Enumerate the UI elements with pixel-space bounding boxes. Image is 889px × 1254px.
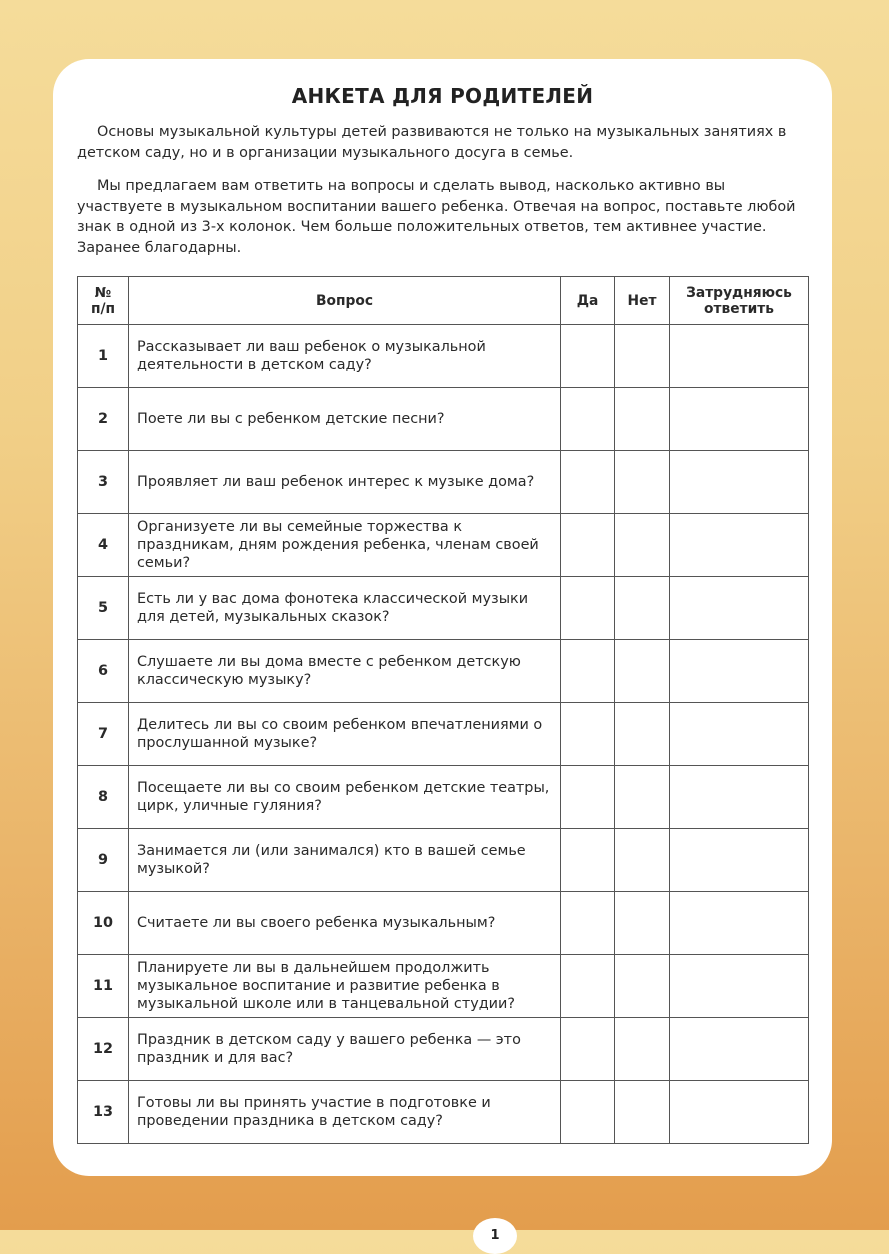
row-number: 7 bbox=[78, 703, 129, 766]
answer-unsure-cell[interactable] bbox=[670, 451, 809, 514]
answer-unsure-cell[interactable] bbox=[670, 577, 809, 640]
answer-unsure-cell[interactable] bbox=[670, 388, 809, 451]
answer-unsure-cell[interactable] bbox=[670, 892, 809, 955]
answer-yes-cell[interactable] bbox=[561, 766, 615, 829]
row-number: 3 bbox=[78, 451, 129, 514]
header-yes: Да bbox=[561, 277, 615, 325]
page-number: 1 bbox=[473, 1218, 517, 1254]
table-row bbox=[78, 325, 809, 388]
header-number bbox=[78, 277, 129, 325]
answer-yes-cell[interactable] bbox=[561, 1081, 615, 1144]
answer-unsure-cell[interactable] bbox=[670, 829, 809, 892]
intro-paragraph-1: Основы музыкальной культуры детей развиваются не только на музыкальных занятиях в детском саду, но и в организации музыкального досуга в семье. bbox=[77, 124, 787, 161]
row-question: Планируете ли вы в дальнейшем продолжить музыкальное воспитание и развитие ребенка в музыкальной школе или в танцевальной студии? bbox=[129, 955, 561, 1018]
answer-unsure-cell[interactable] bbox=[670, 514, 809, 577]
table-header-row bbox=[78, 277, 809, 325]
row-number: 5 bbox=[78, 577, 129, 640]
table-row bbox=[78, 1018, 809, 1081]
answer-yes-cell[interactable] bbox=[561, 577, 615, 640]
answer-no-cell[interactable] bbox=[615, 955, 670, 1018]
row-number: 6 bbox=[78, 640, 129, 703]
table-row bbox=[78, 1081, 809, 1144]
answer-no-cell[interactable] bbox=[615, 703, 670, 766]
table-row bbox=[78, 388, 809, 451]
answer-yes-cell[interactable] bbox=[561, 451, 615, 514]
header-unsure-line1: Затрудняюсь bbox=[686, 284, 792, 301]
answer-unsure-cell[interactable] bbox=[670, 325, 809, 388]
answer-no-cell[interactable] bbox=[615, 1081, 670, 1144]
table-row bbox=[78, 892, 809, 955]
row-number: 4 bbox=[78, 514, 129, 577]
table-row bbox=[78, 451, 809, 514]
answer-unsure-cell[interactable] bbox=[670, 955, 809, 1018]
answer-unsure-cell[interactable] bbox=[670, 1018, 809, 1081]
header-question: Вопрос bbox=[129, 277, 561, 325]
answer-no-cell[interactable] bbox=[615, 514, 670, 577]
answer-no-cell[interactable] bbox=[615, 388, 670, 451]
questionnaire-table bbox=[77, 276, 809, 1144]
row-question: Рассказывает ли ваш ребенок о музыкальной деятельности в детском саду? bbox=[129, 325, 561, 388]
row-question: Поете ли вы с ребенком детские песни? bbox=[129, 388, 561, 451]
answer-yes-cell[interactable] bbox=[561, 640, 615, 703]
answer-yes-cell[interactable] bbox=[561, 325, 615, 388]
answer-no-cell[interactable] bbox=[615, 325, 670, 388]
answer-no-cell[interactable] bbox=[615, 829, 670, 892]
answer-no-cell[interactable] bbox=[615, 1018, 670, 1081]
answer-yes-cell[interactable] bbox=[561, 388, 615, 451]
table-row bbox=[78, 640, 809, 703]
row-question: Есть ли у вас дома фонотека классической музыки для детей, музыкальных сказок? bbox=[129, 577, 561, 640]
questionnaire-card bbox=[53, 59, 832, 1243]
answer-unsure-cell[interactable] bbox=[670, 1081, 809, 1144]
row-number: 13 bbox=[78, 1081, 129, 1144]
answer-no-cell[interactable] bbox=[615, 451, 670, 514]
row-question: Готовы ли вы принять участие в подготовке и проведении праздника в детском саду? bbox=[129, 1081, 561, 1144]
row-number: 10 bbox=[78, 892, 129, 955]
header-no: Нет bbox=[615, 277, 670, 325]
row-question: Праздник в детском саду у вашего ребенка — это праздник и для вас? bbox=[129, 1018, 561, 1081]
answer-no-cell[interactable] bbox=[615, 577, 670, 640]
header-unsure-line2: ответить bbox=[704, 300, 774, 317]
table-row bbox=[78, 955, 809, 1018]
row-question: Занимается ли (или занимался) кто в вашей семье музыкой? bbox=[129, 829, 561, 892]
header-number-line1: № bbox=[94, 284, 112, 301]
answer-unsure-cell[interactable] bbox=[670, 640, 809, 703]
row-question: Организуете ли вы семейные торжества к праздникам, дням рождения ребенка, членам своей семьи? bbox=[129, 514, 561, 577]
row-number: 8 bbox=[78, 766, 129, 829]
answer-yes-cell[interactable] bbox=[561, 829, 615, 892]
row-question: Слушаете ли вы дома вместе с ребенком детскую классическую музыку? bbox=[129, 640, 561, 703]
answer-unsure-cell[interactable] bbox=[670, 766, 809, 829]
table-row bbox=[78, 829, 809, 892]
row-number: 2 bbox=[78, 388, 129, 451]
answer-no-cell[interactable] bbox=[615, 640, 670, 703]
answer-yes-cell[interactable] bbox=[561, 1018, 615, 1081]
table-row bbox=[78, 577, 809, 640]
answer-no-cell[interactable] bbox=[615, 766, 670, 829]
header-unsure bbox=[670, 277, 809, 325]
table-row bbox=[78, 514, 809, 577]
row-question: Посещаете ли вы со своим ребенком детские театры, цирк, уличные гуляния? bbox=[129, 766, 561, 829]
answer-yes-cell[interactable] bbox=[561, 892, 615, 955]
row-question: Проявляет ли ваш ребенок интерес к музыке дома? bbox=[129, 451, 561, 514]
row-question: Делитесь ли вы со своим ребенком впечатлениями о прослушанной музыке? bbox=[129, 703, 561, 766]
row-number: 11 bbox=[78, 955, 129, 1018]
page-title: АНКЕТА ДЛЯ РОДИТЕЛЕЙ bbox=[291, 84, 594, 108]
table-row bbox=[78, 703, 809, 766]
table-row bbox=[78, 766, 809, 829]
answer-yes-cell[interactable] bbox=[561, 514, 615, 577]
header-number-line2: п/п bbox=[90, 300, 116, 317]
answer-no-cell[interactable] bbox=[615, 892, 670, 955]
row-number: 12 bbox=[78, 1018, 129, 1081]
answer-yes-cell[interactable] bbox=[561, 703, 615, 766]
answer-unsure-cell[interactable] bbox=[670, 703, 809, 766]
row-question: Считаете ли вы своего ребенка музыкальным? bbox=[129, 892, 561, 955]
row-number: 1 bbox=[78, 325, 129, 388]
answer-yes-cell[interactable] bbox=[561, 955, 615, 1018]
row-number: 9 bbox=[78, 829, 129, 892]
intro-paragraph-2: Мы предлагаем вам ответить на вопросы и сделать вывод, насколько активно вы участвуете в музыкальном воспитании вашего ребенка. Отвечая на вопрос, поставьте любой знак в одной из 3-х колонок. Чем больше положительных ответов, тем активнее участие. Заранее благодарны. bbox=[77, 178, 796, 256]
